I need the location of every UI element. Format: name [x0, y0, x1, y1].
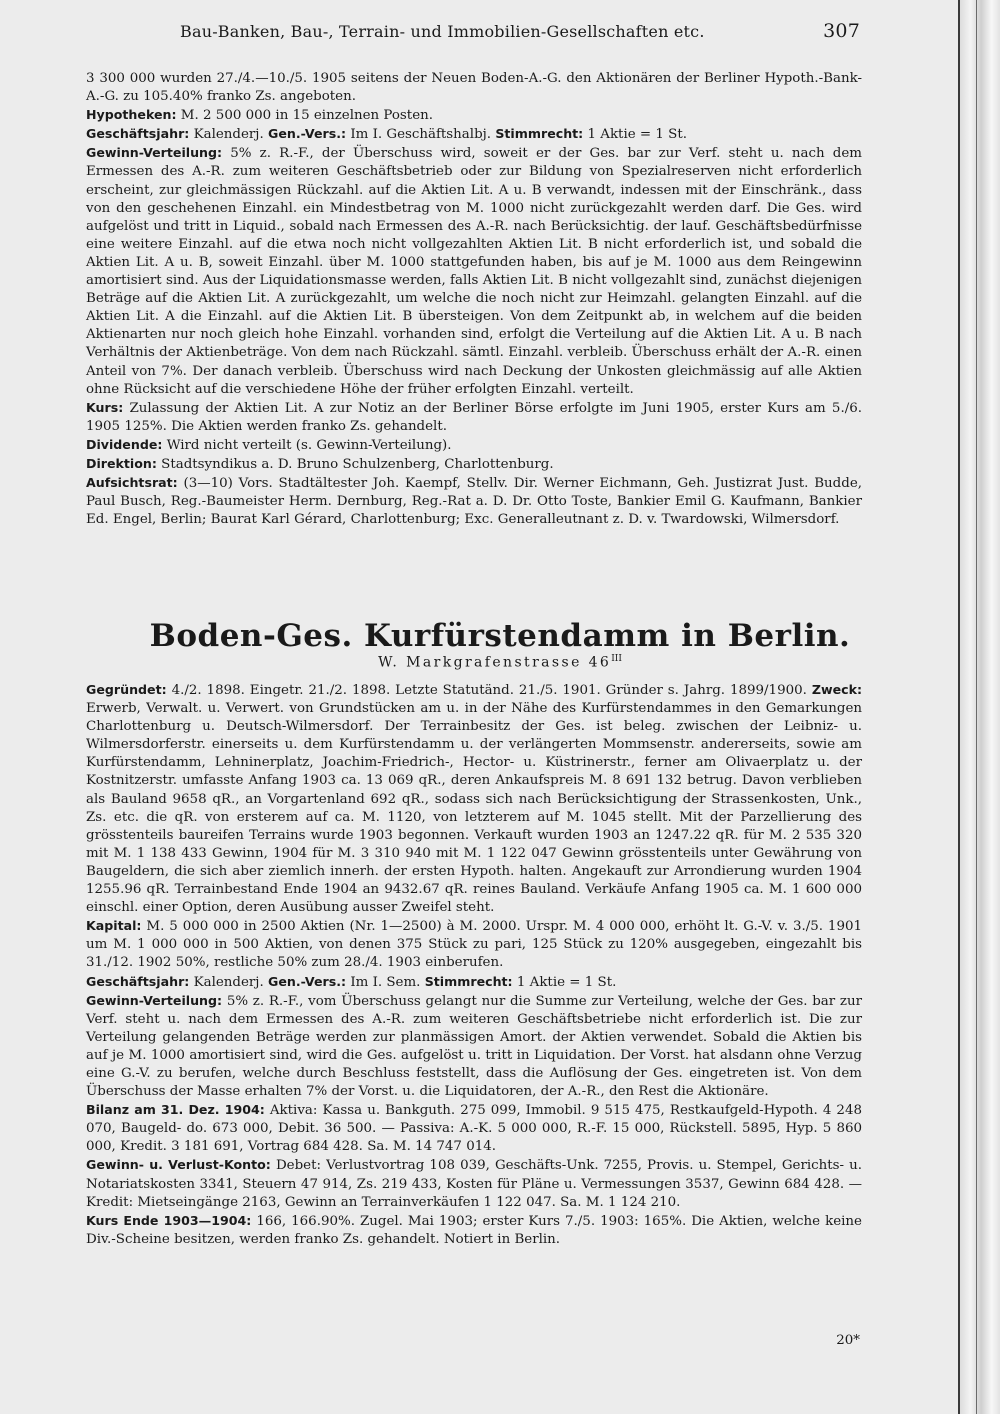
company-address: W. Markgrafenstrasse $46^{III}$: [378, 654, 622, 671]
paragraph: Gewinn-Verteilung: 5% z. R.-F., der Überschuss wird, soweit er der Ges. bar zur Verf. steht u. nach dem Ermessen des A.-R. zum weiteren Geschäftsbetrieb oder zur Bildung von Spezialreserven nicht erforderlich erscheint, zur gleichmässigen Rückzahl. auf die Aktien Lit. A u. B verwandt, indessen mit der Einschränk., dass von den geschehenen Einzahl. ein Mindestbetrag von M. 1000 nicht zurückgezahlt werden darf. Die Ges. wird aufgelöst und tritt in Liquid., sobald nach Ermessen des A.-R. nach Berücksichtig. der lauf. Geschäftsbedürfnisse eine weitere Einzahl. auf die etwa noch nicht vollgezahlten Aktien Lit. B nicht erforderlich ist, und sobald die Aktien Lit. A u. B, soweit Einzahl. über M. 1000 stattgefunden haben, bis auf je M. 1000 aus dem Reingewinn amortisiert sind. Aus der Liquidationsmasse werden, falls Aktien Lit. B nicht vollgezahlt sind, zunächst diejenigen Beträge auf die Aktien Lit. A zurückgezahlt, um welche die noch nicht zur Heimzahl. gelangten Einzahl. auf die Aktien Lit. A die Einzahl. auf die Aktien Lit. B übersteigen. Von dem Zeitpunkt ab, in welchem auf die beiden Aktienarten nur noch gleich hohe Einzahl. vorhanden sind, erfolgt die Verteilung auf die Aktien Lit. A u. B nach Verhältnis der Aktienbeträge. Von dem nach Rückzahl. sämtl. Einzahl. verbleib. Überschuss erhält der A.-R. einen Anteil von 7%. Der danach verbleib. Überschuss wird nach Deckung der Unkosten gleichmässig auf alle Aktien ohne Rücksicht auf die verschiedene Höhe der früher erfolgten Einzahl. verteilt.: [86, 145, 862, 397]
page-edge-line: [958, 0, 960, 1414]
paragraph: Direktion: Stadtsyndikus a. D. Bruno Schulzenberg, Charlottenburg.: [86, 455, 554, 472]
page-edge-line: [976, 0, 977, 1414]
paragraph: Gewinn-Verteilung: 5% z. R.-F., vom Überschuss gelangt nur die Summe zur Verteilung, welche der Ges. bar zur Verf. steht u. nach dem Ermessen des A.-R. zum weiteren Geschäftsbetriebe nicht erforderlich ist. Die zur Verteilung gelangenden Beträge werden zur planmässigen Amort. der Aktien verwendet. Sobald die Aktien bis auf je M. 1000 amortisiert sind, wird die Ges. aufgelöst u. tritt in Liquidation. Der Vorst. hat alsdann ohne Verzug eine G.-V. zu berufen, welche durch Beschluss feststellt, dass die Auflösung der Ges. eingetreten ist. Von dem Überschuss der Masse erhalten 7% der Vorst. u. die Liquidatoren, der A.-R., den Rest die Aktionäre.: [86, 992, 862, 1100]
signature-mark: 20*: [836, 1333, 860, 1348]
page-header: [180, 22, 860, 46]
paragraph: Gegründet: 4./2. 1898. Eingetr. 21./2. 1898. Letzte Statutänd. 21./5. 1901. Gründer s. Jahrg. 1899/1900. Zweck: Erwerb, Verwalt. u. Verwert. von Grundstücken am u. in der Nähe des Kurfürstendammes in den Gemarkungen Charlottenburg u. Deutsch-Wilmersdorf. Der Terrainbesitz der Ges. ist beleg. zwischen der Leibniz- u. Wilmersdorferstr. einerseits u. dem Kurfürstendamm u. der verlängerten Mommsenstr. andererseits, sowie am Kurfürstendamm, Lehninerplatz, Joachim-Friedrich-, Hector- u. Küstrinerstr., ferner am Olivaerplatz u. der Kostnitzerstr. umfasste Anfang 1903 ca. 13 069 qR., deren Ankaufspreis M. 8 691 132 betrug. Davon verblieben als Bauland 9658 qR., an Vorgartenland 692 qR., sodass sich nach Berücksichtigung der Strassenkosten, Unk., Zs. etc. die qR. von ersterem auf ca. M. 1120, von letzterem auf M. 1045 stellt. Mit der Parzellierung des grösstenteils baureifen Terrains wurde 1903 begonnen. Verkauft wurden 1903 an 1247.22 qR. für M. 2 535 320 mit M. 1 138 433 Gewinn, 1904 für M. 3 310 940 mit M. 1 122 047 Gewinn grösstenteils unter Gewährung von Baugeldern, die sich aber ziemlich innerh. der ersten Hypoth. halten. Angekauft zur Arrondierung wurden 1904 1255.96 qR. Terrainbestand Ende 1904 an 9432.67 qR. reines Bauland. Verkäufe Anfang 1905 ca. M. 1 600 000 einschl. einer Option, deren Ausübung ausser Zweifel steht.: [86, 682, 862, 916]
page-edge: [958, 0, 1000, 1414]
company-entry: [86, 681, 862, 1249]
paragraph: Hypotheken: M. 2 500 000 in 15 einzelnen Posten.: [86, 107, 433, 124]
paragraph: Gewinn- u. Verlust-Konto: Debet: Verlustvortrag 108 039, Geschäfts-Unk. 7255, Provis. u. Stempel, Gerichts- u. Notariatskosten 3341, Steuern 47 914, Zs. 219 433, Kosten für Pläne u. Vermessungen 3537, Gewinn 684 428. — Kredit: Mietseingänge 2163, Gewinn an Terrainverkäufen 1 122 047. Sa. M. 1 124 210.: [86, 1157, 862, 1210]
paragraph: Geschäftsjahr: Kalenderj. Gen.-Vers.: Im I. Sem. Stimmrecht: 1 Aktie = 1 St.: [86, 973, 617, 990]
paragraph: Kapital: M. 5 000 000 in 2500 Aktien (Nr. 1—2500) à M. 2000. Urspr. M. 4 000 000, erhöht lt. G.-V. v. 3./5. 1901 um M. 1 000 000 in 500 Aktien, von denen 375 Stück zu pari, 125 Stück zu 120% ausgegeben, eingezahlt bis 31./12. 1902 50%, restliche 50% zum 28./4. 1903 einberufen.: [86, 918, 863, 971]
section-continuation: [86, 70, 862, 529]
paragraph: Dividende: Wird nicht verteilt (s. Gewinn-Verteilung).: [86, 436, 452, 453]
page-number: 307: [823, 20, 860, 42]
company-title: Boden-Ges. Kurfürstendamm in Berlin.: [149, 618, 851, 654]
paragraph: Geschäftsjahr: Kalenderj. Gen.-Vers.: Im I. Geschäftshalbj. Stimmrecht: 1 Aktie = 1 St.: [86, 126, 687, 143]
paragraph: Bilanz am 31. Dez. 1904: Aktiva: Kassa u. Bankguth. 275 099, Immobil. 9 515 475, Restkaufgeld-Hypoth. 4 248 070, Baugeld- do. 673 000, Debit. 36 500. — Passiva: A.-K. 5 000 000, R.-F. 15 000, Rückstell. 5895, Hyp. 5 860 000, Kredit. 3 181 691, Vortrag 684 428. Sa. M. 14 747 014.: [86, 1102, 862, 1155]
paragraph: 3 300 000 wurden 27./4.—10./5. 1905 seitens der Neuen Boden-A.-G. den Aktionären der Berliner Hypoth.-Bank-A.-G. zu 105.40% franko Zs. angeboten.: [86, 71, 862, 105]
paragraph: Kurs: Zulassung der Aktien Lit. A zur Notiz an der Berliner Börse erfolgte im Juni 1905, erster Kurs am 5./6. 1905 125%. Die Aktien werden franko Zs. gehandelt.: [86, 399, 862, 434]
running-title: Bau-Banken, Bau-, Terrain- und Immobilien-Gesellschaften etc.: [180, 22, 705, 41]
paragraph: Kurs Ende 1903—1904: 166, 166.90%. Zugel. Mai 1903; erster Kurs 7./5. 1903: 165%. Die Aktien, welche keine Div.-Scheine besitzen, werden franko Zs. gehandelt. Notiert in Berlin.: [86, 1212, 862, 1247]
paragraph: Aufsichtsrat: (3—10) Vors. Stadtältester Joh. Kaempf, Stellv. Dir. Werner Eichmann, Geh. Justizrat Just. Budde, Paul Busch, Reg.-Baumeister Herm. Dernburg, Reg.-Rat a. D. Dr. Otto Toste, Bankier Emil G. Kaufmann, Bankier Ed. Engel, Berlin; Baurat Karl Gérard, Charlottenburg; Exc. Generalleutnant z. D. v. Twardowski, Wilmersdorf.: [86, 475, 862, 528]
